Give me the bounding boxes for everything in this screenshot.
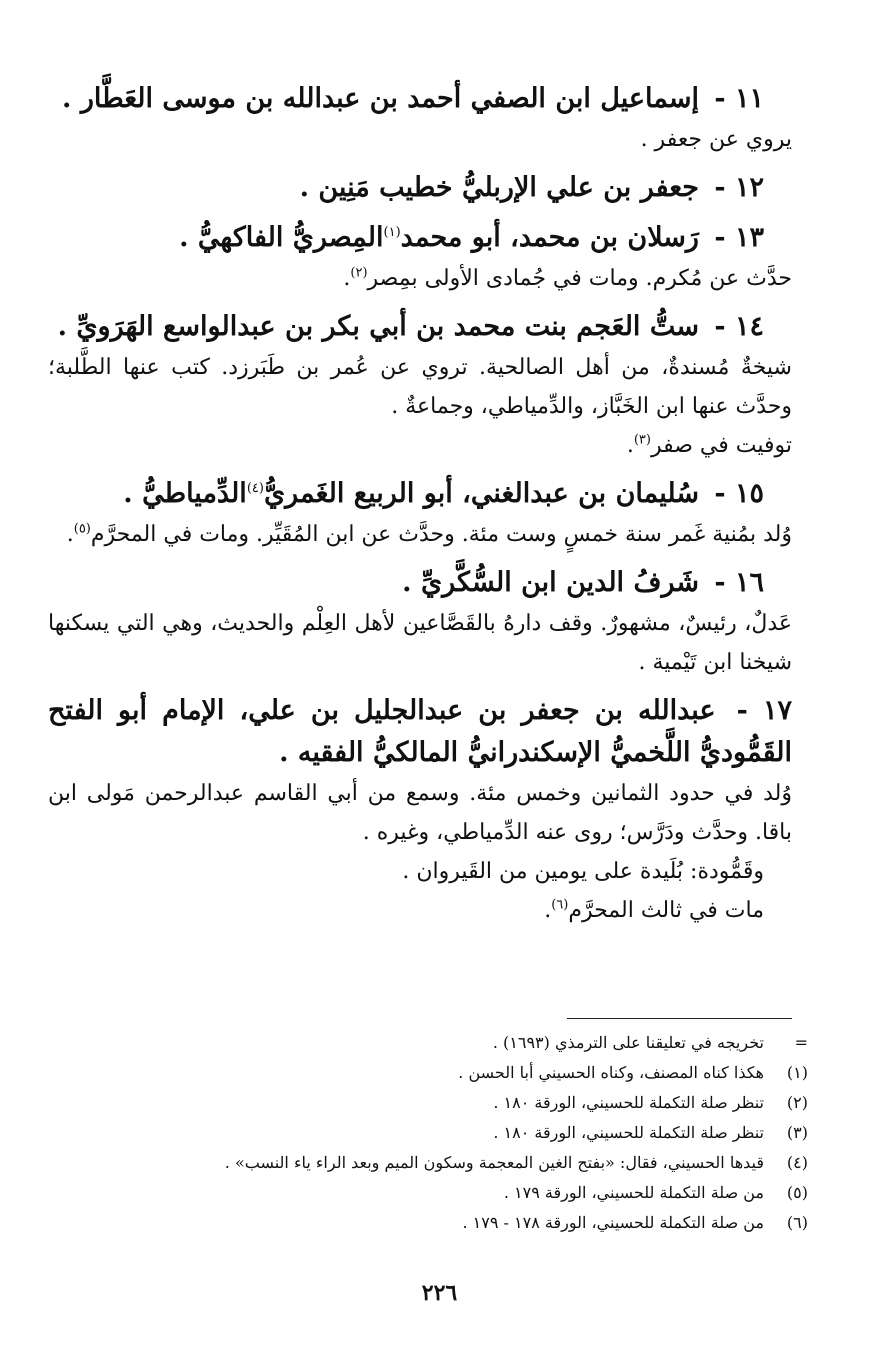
entry-14-body: شيخةٌ مُسندةٌ، من أهل الصالحية. تروي عن عُمر بن طَبَرزد. كتب عنها الطَّلبة؛ وحدَّث عنها ابن الخَبَّاز، والدِّمياطي، وجماعةٌ . bbox=[48, 355, 792, 419]
footnote-mark: (٥) bbox=[786, 1183, 808, 1202]
entry-12-title bbox=[48, 167, 792, 209]
entry-name: ستُّ العَجم بنت محمد بن أبي بكر بن عبدالواسع الهَرَويِّ . bbox=[57, 311, 699, 342]
body-part-b: . bbox=[343, 266, 351, 291]
footnote-ref: (٢) bbox=[350, 265, 368, 281]
footnote-text: تنظر صلة التكملة للحسيني، الورقة ١٨٠ . bbox=[493, 1093, 764, 1112]
body-part-a: وُلد بمُنية غَمر سنة خمسٍ وست مئة. وحدَّث عن ابن المُقَيِّر. ومات في المحرَّم bbox=[90, 522, 792, 547]
entry-name: جعفر بن علي الإربليُّ خطيب مَنِين . bbox=[299, 172, 699, 203]
entry-name: عبدالله بن جعفر بن عبدالجليل بن علي، الإمام أبو الفتح القَمُّوديُّ اللَّخميُّ الإسكندرانيُّ المالكيُّ الفقيه . bbox=[48, 695, 792, 768]
footnote-5 bbox=[90, 1178, 808, 1208]
entry-name-part-b: المِصريُّ الفاكهيُّ . bbox=[179, 222, 384, 253]
entry-number: ١٥ - bbox=[714, 478, 764, 509]
footnotes bbox=[90, 1028, 808, 1238]
entry-15-body bbox=[48, 515, 792, 554]
entry-number: ١٣ - bbox=[714, 222, 764, 253]
footnote-3 bbox=[90, 1118, 808, 1148]
entry-16-body: عَدلٌ، رئيسٌ، مشهورٌ. وقف دارهُ بالقَصَّاعين لأهل العِلْم والحديث، وهي التي يسكنها شيخنا ابن تَيْمية . bbox=[48, 611, 792, 675]
entry-15-title bbox=[48, 473, 792, 515]
entry-number: ١٢ - bbox=[714, 172, 764, 203]
footnote-continued bbox=[90, 1028, 808, 1058]
entry-name-part-a: سُليمان بن عبدالغني، أبو الربيع الغَمريُّ bbox=[263, 478, 699, 509]
footnote-divider bbox=[567, 1018, 792, 1019]
entry-name: شَرفُ الدين ابن السُّكَّريِّ . bbox=[402, 567, 699, 598]
entry-number: ١٤ - bbox=[714, 311, 764, 342]
footnote-2 bbox=[90, 1088, 808, 1118]
footnote-ref: (٦) bbox=[551, 897, 569, 913]
footnote-mark: = bbox=[794, 1033, 808, 1052]
footnote-mark: (٢) bbox=[786, 1093, 808, 1112]
footnote-ref: (٥) bbox=[73, 521, 91, 537]
footnote-4 bbox=[90, 1148, 808, 1178]
footnote-mark: (١) bbox=[786, 1063, 808, 1082]
entry-name-part-b: الدِّمياطيُّ . bbox=[123, 478, 247, 509]
footnote-text: قيدها الحسيني، فقال: «بفتح الغين المعجمة وسكون الميم وبعد الراء ياء النسب» . bbox=[224, 1153, 764, 1172]
entry-17-body: وُلد في حدود الثمانين وخمس مئة. وسمع من أبي القاسم عبدالرحمن مَولى ابن باقا. وحدَّث ودَرَّس؛ روى عنه الدِّمياطي، وغيره . bbox=[48, 781, 792, 845]
entry-number: ١٦ - bbox=[714, 567, 764, 598]
footnote-mark: (٤) bbox=[786, 1153, 808, 1172]
body-part-a: حدَّث عن مُكرم. ومات في جُمادى الأولى بمِصر bbox=[367, 266, 792, 291]
entry-number: ١١ - bbox=[714, 83, 764, 114]
footnote-text: تخريجه في تعليقنا على الترمذي (١٦٩٣) . bbox=[492, 1033, 764, 1052]
footnote-mark: (٦) bbox=[786, 1213, 808, 1232]
entry-17-title bbox=[48, 690, 792, 774]
footnote-text: من صلة التكملة للحسيني، الورقة ١٧٩ . bbox=[503, 1183, 764, 1202]
footnote-mark: (٣) bbox=[786, 1123, 808, 1142]
entry-13-title bbox=[48, 217, 792, 259]
entry-name-part-a: رَسلان بن محمد، أبو محمد bbox=[400, 222, 699, 253]
footnote-text: من صلة التكملة للحسيني، الورقة ١٧٨ - ١٧٩ . bbox=[462, 1213, 764, 1232]
body-part-a: مات في ثالث المحرَّم bbox=[568, 898, 764, 923]
body-part-b: . bbox=[544, 898, 552, 923]
footnote-ref: (٣) bbox=[633, 432, 651, 448]
entry-14-body-2 bbox=[48, 426, 792, 465]
entry-11-title bbox=[48, 78, 792, 120]
entry-14-title bbox=[48, 306, 792, 348]
body-part-a: توفيت في صفر bbox=[650, 433, 792, 458]
footnote-ref: (٤) bbox=[246, 481, 264, 496]
entry-16-title bbox=[48, 562, 792, 604]
footnote-text: تنظر صلة التكملة للحسيني، الورقة ١٨٠ . bbox=[493, 1123, 764, 1142]
footnote-1 bbox=[90, 1058, 808, 1088]
entry-17-body-3 bbox=[48, 891, 792, 930]
entry-name: إسماعيل ابن الصفي أحمد بن عبدالله بن موسى العَطَّار . bbox=[62, 83, 699, 114]
page-number: ٢٢٦ bbox=[421, 1280, 458, 1306]
body-part-b: . bbox=[626, 433, 634, 458]
entry-17-body-2: وقَمُّودة: بُلَيدة على يومين من القَيروان . bbox=[402, 859, 764, 884]
footnote-text: هكذا كناه المصنف، وكناه الحسيني أبا الحسن . bbox=[458, 1063, 764, 1082]
main-text bbox=[48, 70, 792, 930]
entry-number: ١٧ - bbox=[736, 695, 792, 726]
body-part-b: . bbox=[66, 522, 74, 547]
footnote-ref: (١) bbox=[383, 225, 401, 240]
footnote-6 bbox=[90, 1208, 808, 1238]
entry-11-body: يروي عن جعفر . bbox=[640, 127, 792, 152]
entry-13-body bbox=[48, 259, 792, 298]
